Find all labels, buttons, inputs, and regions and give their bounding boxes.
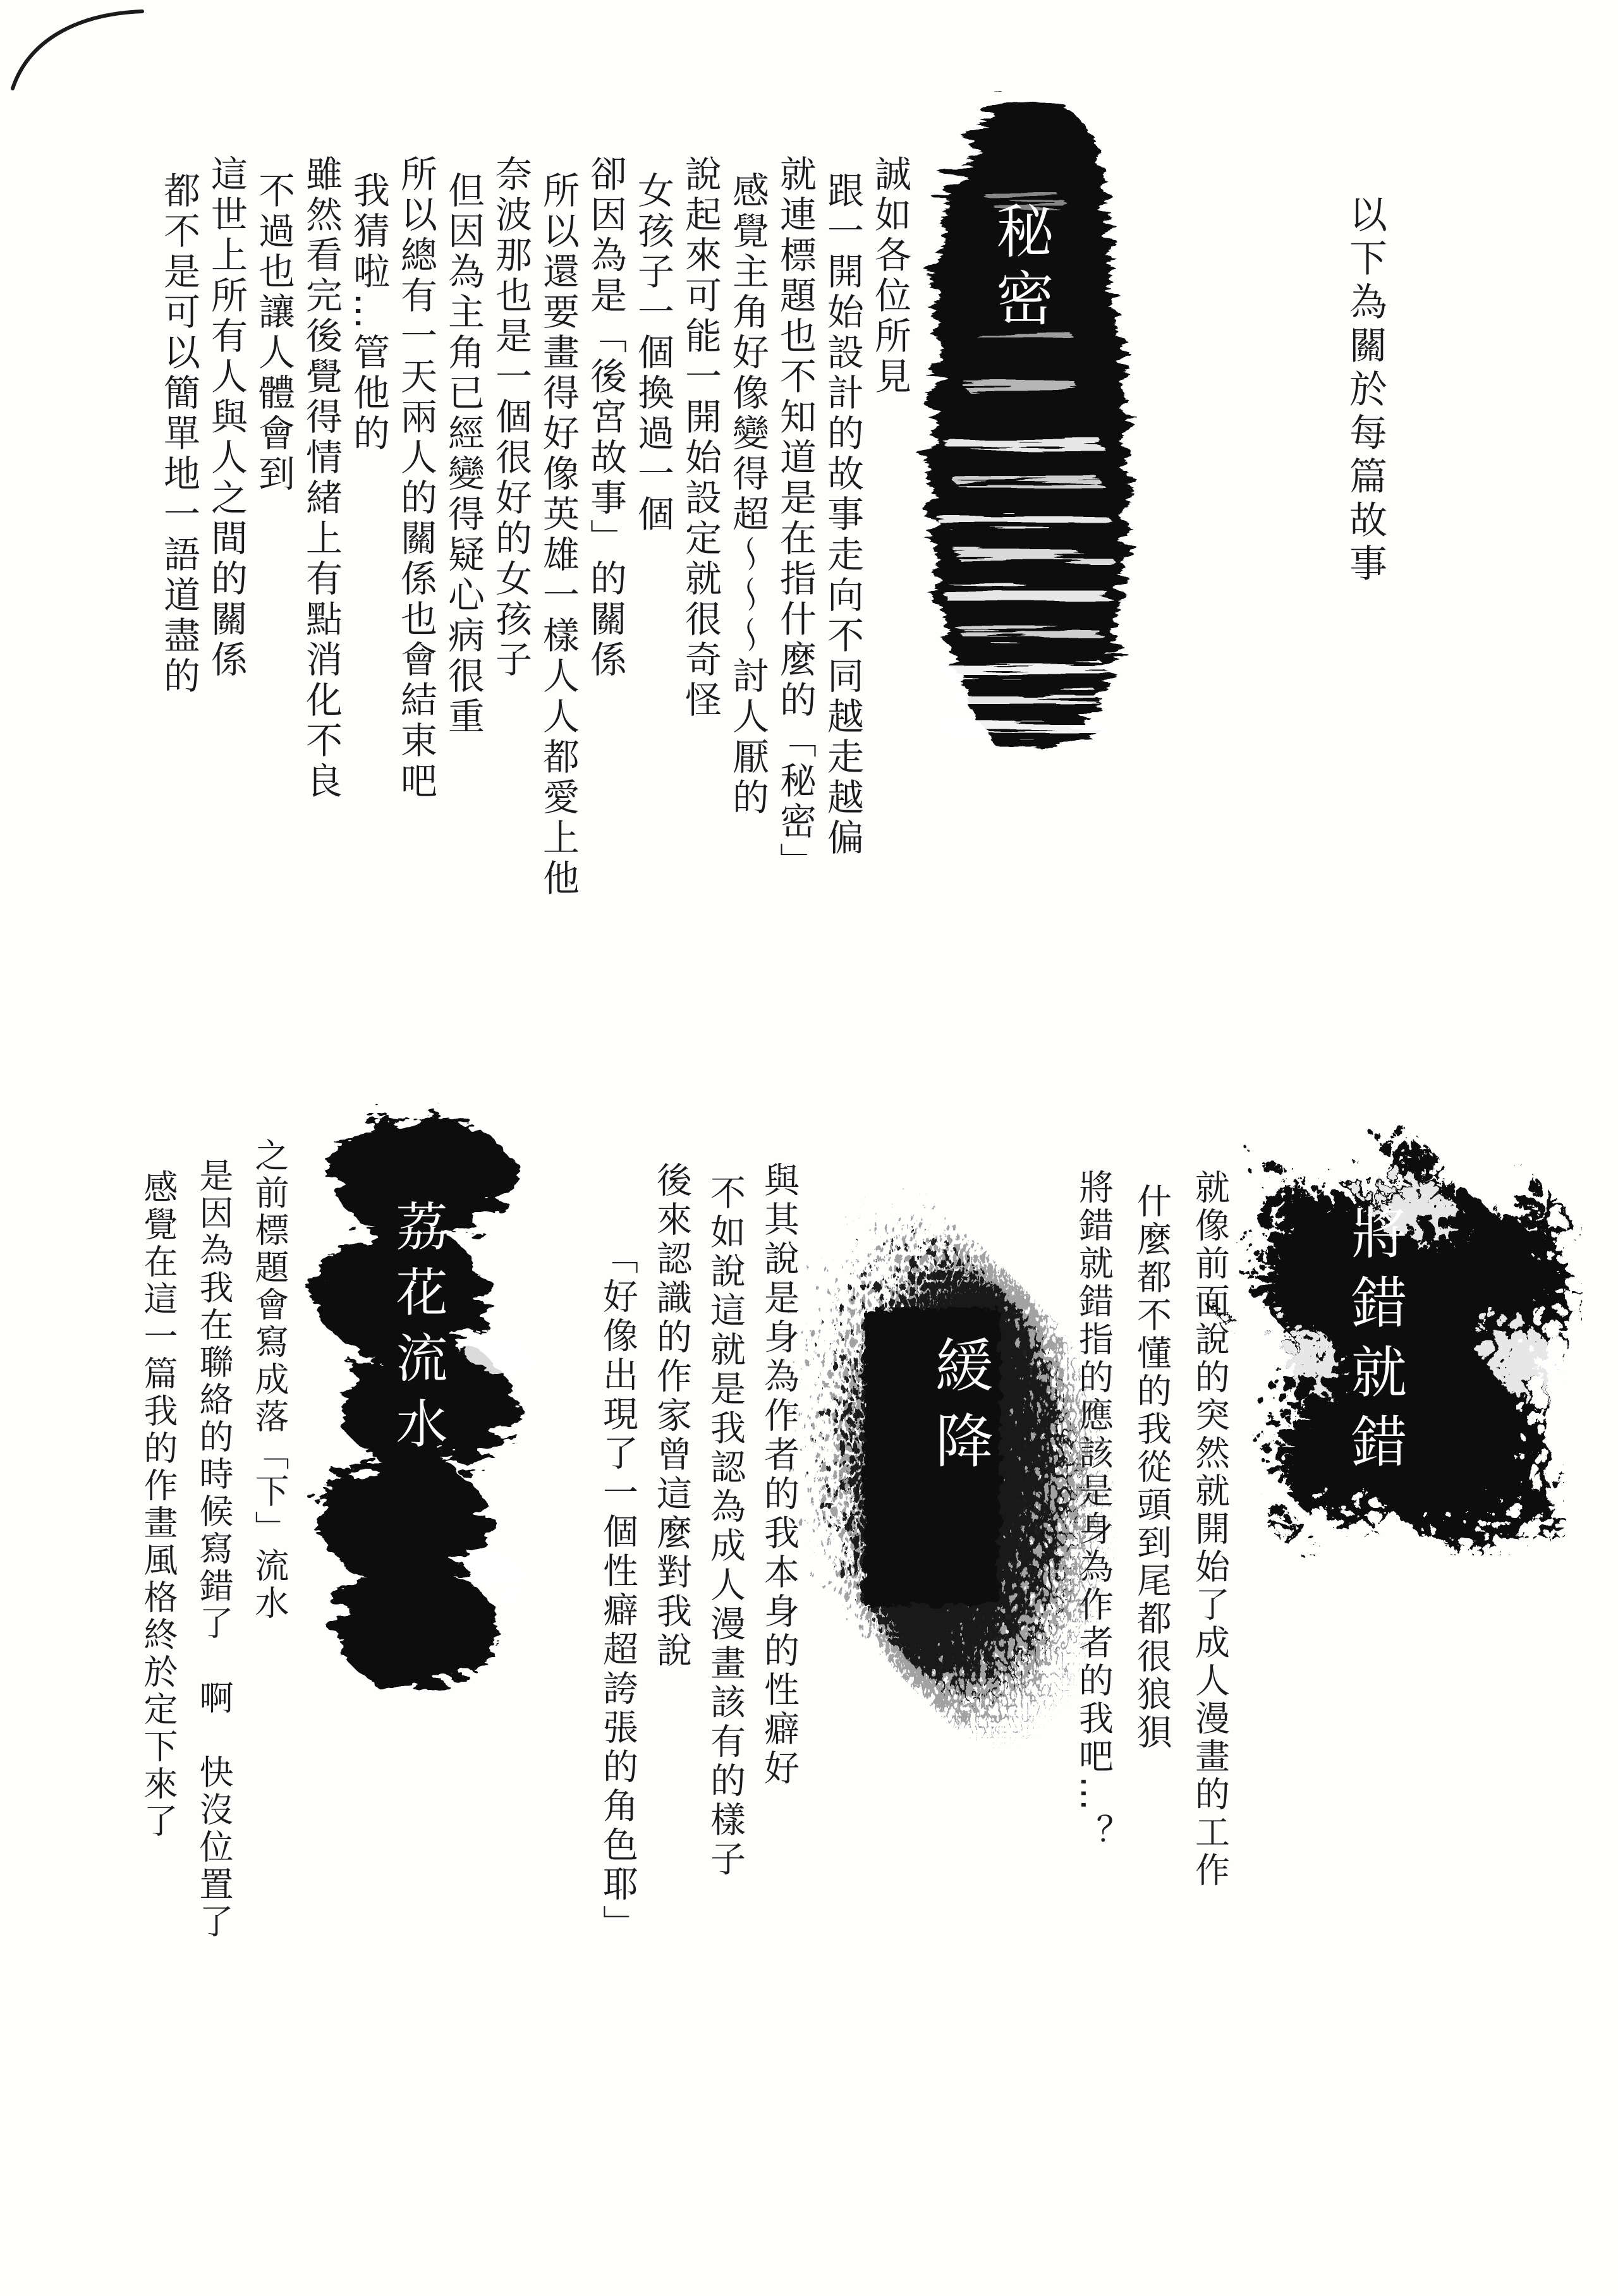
text-line: 但因為主角已經變得疑心病很重: [442, 171, 485, 738]
text-line: 誠如各位所見: [868, 155, 911, 398]
text-line: 所以總有一天兩人的關係也會結束吧: [394, 155, 437, 802]
ink-blot-himitsu: [901, 85, 1144, 768]
text-line: 雖然看完後覺得情緒上有點消化不良: [300, 155, 343, 802]
text-line: 女孩子一個換過一個: [631, 171, 674, 535]
text-line: 感覺主角好像變得超～～～討人厭的: [726, 171, 769, 818]
text-line: 是因為我在聯絡的時候寫錯了 啊 快沒位置了: [194, 1158, 234, 1941]
text-line: 感覺在這一篇我的作畫風格終於定下來了: [138, 1169, 178, 1840]
text-line: 說起來可能一開始設定就很奇怪: [679, 155, 722, 721]
commentary-jiang-cuo: [1061, 1169, 1239, 2016]
text-line: 後來認識的作家曾這麼對我說: [651, 1162, 692, 1671]
text-line: 跟一開始設計的故事走向不同越走越偏: [821, 171, 864, 859]
text-line: 「好像出現了一個性癖超誇張的角色耶」: [597, 1239, 638, 1944]
text-line: 之前標題會寫成落「下」流水: [250, 1138, 289, 1622]
text-line: 這世上所有人與人之間的關係: [205, 155, 248, 681]
text-line: 就連標題也不知道是在指什麼的「秘密」: [774, 155, 817, 883]
text-line: 奈波那也是一個很好的女孩子: [489, 155, 532, 681]
text-line: 將錯就錯指的應該是身為作者的我吧…？: [1073, 1169, 1114, 1852]
text-line: 我猜啦…管他的: [347, 171, 390, 454]
commentary-huan-jiang: [588, 1162, 806, 2008]
text-line: 不過也讓人體會到: [252, 171, 295, 495]
commentary-li-hua: [128, 1138, 297, 2067]
text-line: 所以還要畫得好像英雄一樣人人都愛上他: [537, 171, 580, 899]
text-line: 卻因為是「後宮故事」的關係: [584, 155, 627, 681]
text-line: 什麼都不懂的我從頭到尾都很狼狽: [1131, 1183, 1172, 1752]
story-title-himitsu: 秘密: [987, 201, 1054, 335]
commentary-himitsu: [152, 155, 913, 1084]
text-line: 與其說是身為作者的我本身的性癖好: [758, 1162, 800, 1789]
story-title-huan-jiang: 緩降: [926, 1335, 994, 1486]
text-line: 都不是可以簡單地一語道盡的: [157, 171, 200, 697]
story-title-li-hua: 荔花流水: [387, 1200, 447, 1462]
brush-swoosh-line: [0, 0, 152, 95]
text-line: 就像前面說的突然就開始了成人漫畫的工作: [1189, 1169, 1230, 1890]
story-title-jiang-cuo: 將錯就錯: [1342, 1204, 1408, 1482]
page-header: 以下為關於每篇故事: [1343, 195, 1387, 587]
text-line: 不如說這就是我認為成人漫畫該有的樣子: [705, 1174, 746, 1880]
